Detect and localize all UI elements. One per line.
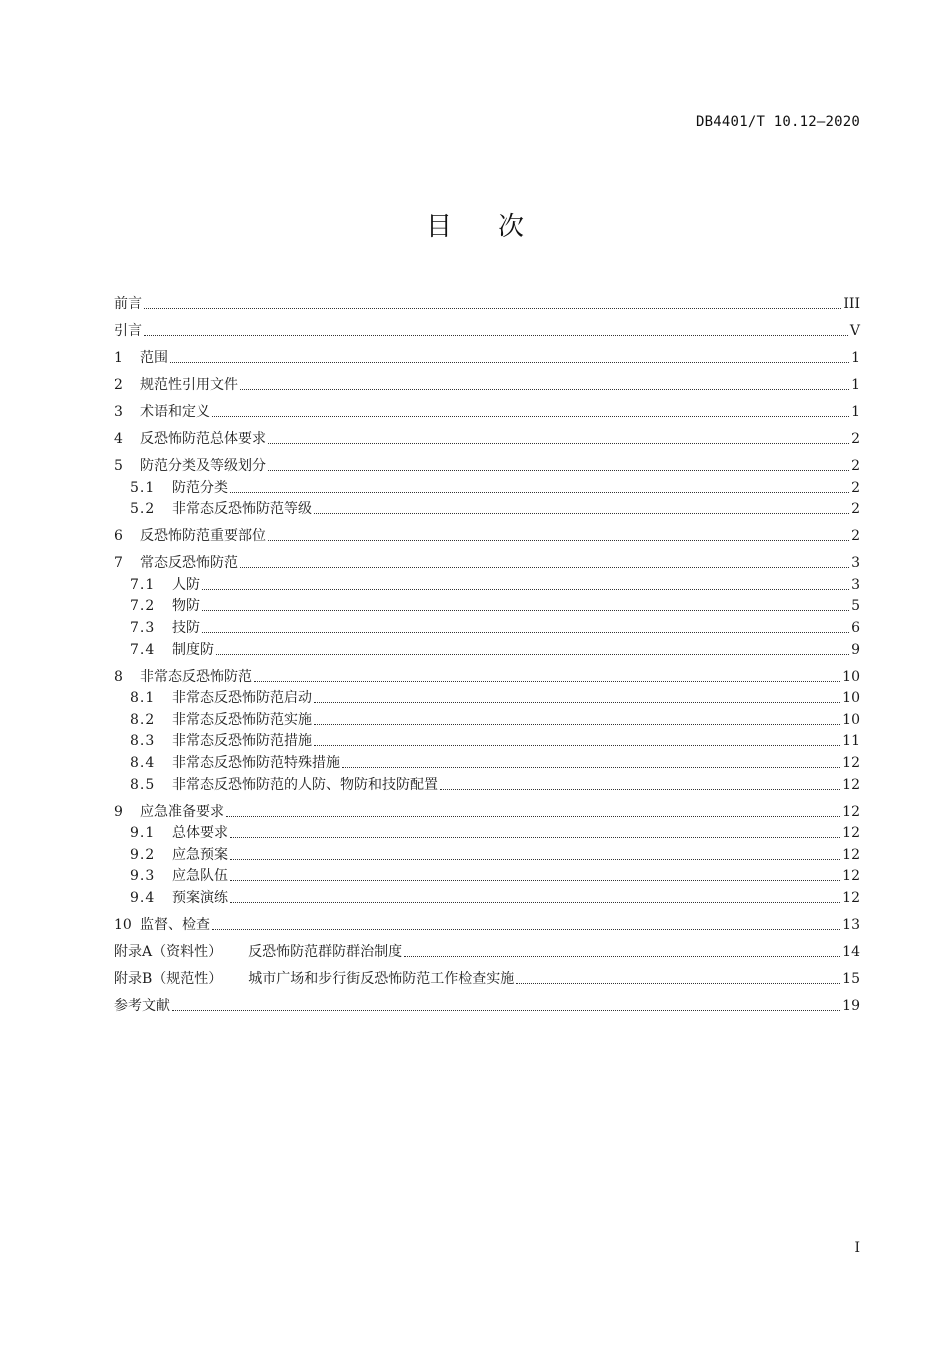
dot-leader <box>268 540 849 541</box>
toc-entry[interactable] <box>114 286 860 313</box>
toc-entry-page: 12 <box>842 825 860 842</box>
toc-entry-label <box>114 668 252 686</box>
toc-entry-number: 3 <box>114 404 123 420</box>
toc-entry-number: 9.3 <box>130 868 156 885</box>
toc-entry-page: 2 <box>851 431 860 447</box>
toc-entry[interactable] <box>114 961 860 988</box>
toc-entry-label <box>114 824 228 842</box>
toc-entry-number: 1 <box>114 350 123 366</box>
toc-entry-page: 10 <box>842 668 860 685</box>
toc-entry-number: 附录A（资料性） <box>114 943 223 960</box>
toc-entry-text: 非常态反恐怖防范等级 <box>172 501 312 518</box>
toc-entry-page: 12 <box>842 868 860 885</box>
table-of-contents <box>114 286 860 1015</box>
page-number: I <box>854 1240 860 1256</box>
toc-entry-page: 12 <box>842 776 860 793</box>
toc-entry-text: 人防 <box>172 576 200 593</box>
toc-entry-page: 1 <box>851 350 860 366</box>
toc-entry-page: 12 <box>842 803 860 820</box>
toc-entry[interactable] <box>114 518 860 545</box>
toc-entry-page: 3 <box>851 555 860 572</box>
toc-entry[interactable] <box>114 340 860 367</box>
toc-entry-number: 2 <box>114 377 123 393</box>
toc-entry[interactable] <box>114 394 860 421</box>
toc-entry-number: 10 <box>114 916 132 933</box>
dot-leader <box>240 567 849 568</box>
dot-leader <box>230 902 840 903</box>
toc-entry[interactable] <box>114 572 860 594</box>
dot-leader <box>172 1010 840 1011</box>
toc-entry[interactable] <box>114 313 860 340</box>
toc-entry-number: 8.5 <box>130 776 156 793</box>
toc-entry[interactable] <box>114 594 860 616</box>
dot-leader <box>202 610 849 611</box>
toc-entry-number: 7.2 <box>130 598 156 615</box>
toc-entry[interactable] <box>114 421 860 448</box>
toc-entry-text: 防范分类及等级划分 <box>140 458 266 474</box>
toc-entry-text: 防范分类 <box>172 479 228 496</box>
toc-entry-number: 5.1 <box>130 479 156 496</box>
toc-entry-page: 6 <box>851 619 860 636</box>
toc-entry[interactable] <box>114 367 860 394</box>
dot-leader <box>144 335 848 336</box>
toc-entry-label <box>114 479 228 497</box>
toc-entry-text: 反恐怖防范重要部位 <box>140 528 266 545</box>
dot-leader <box>314 745 840 746</box>
toc-entry-number: 8.3 <box>130 733 156 750</box>
dot-leader <box>440 789 840 790</box>
dot-leader <box>230 880 840 881</box>
dot-leader <box>230 837 840 838</box>
dot-leader <box>226 816 840 817</box>
toc-entry[interactable] <box>114 907 860 934</box>
toc-entry-text: 应急准备要求 <box>140 803 224 820</box>
toc-entry-text: 引言 <box>114 323 142 339</box>
toc-entry-number: 8 <box>114 668 123 685</box>
toc-entry-label <box>114 754 340 772</box>
toc-entry-label <box>114 803 224 821</box>
dot-leader <box>230 492 849 493</box>
toc-entry-text: 城市广场和步行街反恐怖防范工作检查实施 <box>248 970 515 987</box>
toc-entry-number: 7.3 <box>130 619 156 636</box>
dot-leader <box>268 470 849 471</box>
toc-entry-number: 附录B（规范性） <box>114 970 223 987</box>
dot-leader <box>314 513 849 514</box>
toc-entry-text: 术语和定义 <box>140 404 210 420</box>
toc-entry-label <box>114 576 200 594</box>
dot-leader <box>212 929 840 930</box>
dot-leader <box>212 416 849 417</box>
toc-entry[interactable] <box>114 772 860 794</box>
toc-entry-label <box>114 500 312 518</box>
toc-entry-label <box>114 943 402 961</box>
dot-leader <box>268 443 849 444</box>
toc-entry-page: 11 <box>842 733 860 750</box>
toc-entry-label <box>114 711 312 729</box>
toc-entry-label <box>114 641 214 659</box>
toc-entry-number: 4 <box>114 431 123 447</box>
toc-entry-label <box>114 916 210 934</box>
toc-entry-label <box>114 376 238 394</box>
toc-entry-text: 技防 <box>172 619 200 636</box>
toc-entry-label <box>114 295 142 313</box>
toc-entry-label <box>114 846 228 864</box>
dot-leader <box>314 724 840 725</box>
toc-entry[interactable] <box>114 988 860 1015</box>
toc-entry-page: 2 <box>851 458 860 474</box>
toc-entry-label <box>114 997 170 1015</box>
toc-entry-label <box>114 322 142 340</box>
dot-leader <box>516 983 840 984</box>
toc-entry-text: 物防 <box>172 598 200 615</box>
document-code: DB4401/T 10.12—2020 <box>696 114 860 130</box>
toc-entry[interactable] <box>114 475 860 497</box>
dot-leader <box>202 632 849 633</box>
toc-entry-label <box>114 430 266 448</box>
dot-leader <box>202 589 849 590</box>
toc-entry-text: 制度防 <box>172 641 214 658</box>
toc-entry[interactable] <box>114 707 860 729</box>
toc-entry-label <box>114 457 266 475</box>
dot-leader <box>230 859 840 860</box>
toc-entry-label <box>114 619 200 637</box>
toc-entry-text: 应急队伍 <box>172 868 228 885</box>
toc-entry-text: 非常态反恐怖防范措施 <box>172 733 312 750</box>
toc-entry[interactable] <box>114 864 860 886</box>
toc-entry-number: 7 <box>114 555 123 572</box>
toc-entry-number: 7.4 <box>130 641 156 658</box>
toc-entry-text: 规范性引用文件 <box>140 377 238 393</box>
toc-entry-text: 反恐怖防范群防群治制度 <box>248 943 403 960</box>
toc-entry[interactable] <box>114 729 860 751</box>
toc-entry-text: 参考文献 <box>114 997 170 1014</box>
toc-entry-page: 14 <box>842 943 860 960</box>
dot-leader <box>254 681 840 682</box>
toc-entry-page: 3 <box>851 576 860 593</box>
toc-entry-page: 2 <box>851 528 860 545</box>
toc-entry-number: 9.1 <box>130 825 156 842</box>
toc-entry[interactable] <box>114 637 860 659</box>
toc-entry-number: 5 <box>114 458 123 474</box>
toc-entry-page: 12 <box>842 846 860 863</box>
toc-entry-text: 反恐怖防范总体要求 <box>140 431 266 447</box>
toc-entry[interactable] <box>114 497 860 519</box>
toc-entry-label <box>114 867 228 885</box>
toc-entry-page: 1 <box>851 404 860 420</box>
dot-leader <box>170 362 849 363</box>
toc-entry-number: 9.4 <box>130 889 156 906</box>
toc-entry-text: 非常态反恐怖防范的人防、物防和技防配置 <box>172 776 438 793</box>
toc-entry-page: 5 <box>851 598 860 615</box>
toc-entry-page: 10 <box>842 711 860 728</box>
dot-leader <box>342 767 840 768</box>
dot-leader <box>144 308 841 309</box>
toc-entry-number: 9 <box>114 803 123 820</box>
toc-entry[interactable] <box>114 885 860 907</box>
dot-leader <box>404 956 840 957</box>
toc-entry[interactable] <box>114 821 860 843</box>
toc-entry-page: 12 <box>842 889 860 906</box>
toc-entry-label <box>114 527 266 545</box>
toc-entry-text: 总体要求 <box>172 825 228 842</box>
toc-entry-label <box>114 403 210 421</box>
toc-entry-text: 非常态反恐怖防范特殊措施 <box>172 754 340 771</box>
toc-entry-page: 13 <box>842 916 860 933</box>
toc-entry-label <box>114 970 514 988</box>
toc-entry-number: 6 <box>114 528 123 545</box>
toc-entry-text: 非常态反恐怖防范启动 <box>172 690 312 707</box>
toc-entry-page: 10 <box>842 690 860 707</box>
toc-entry[interactable] <box>114 448 860 475</box>
toc-entry-number: 5.2 <box>130 501 156 518</box>
toc-entry-number: 8.1 <box>130 690 156 707</box>
toc-entry-page: 1 <box>851 377 860 393</box>
toc-entry-text: 监督、检查 <box>140 916 210 933</box>
toc-entry-text: 范围 <box>140 350 168 366</box>
toc-entry[interactable] <box>114 750 860 772</box>
toc-entry-page: 2 <box>851 479 860 496</box>
toc-entry-page: 2 <box>851 501 860 518</box>
toc-entry[interactable] <box>114 659 860 686</box>
toc-entry-label <box>114 554 238 572</box>
toc-entry-label <box>114 597 200 615</box>
toc-entry-text: 预案演练 <box>172 889 228 906</box>
toc-entry-number: 8.4 <box>130 754 156 771</box>
toc-entry-page: 9 <box>851 641 860 658</box>
toc-entry-label <box>114 689 312 707</box>
page-title: 目次 <box>425 212 570 242</box>
toc-entry-number: 9.2 <box>130 846 156 863</box>
dot-leader <box>314 702 840 703</box>
toc-entry-label <box>114 776 438 794</box>
toc-entry-page: 19 <box>842 997 860 1014</box>
toc-entry-number: 8.2 <box>130 711 156 728</box>
toc-entry[interactable] <box>114 794 860 821</box>
toc-entry[interactable] <box>114 545 860 572</box>
toc-entry[interactable] <box>114 934 860 961</box>
toc-entry-text: 常态反恐怖防范 <box>140 555 238 572</box>
toc-entry-page: 15 <box>842 970 860 987</box>
toc-entry[interactable] <box>114 686 860 708</box>
toc-entry-number: 7.1 <box>130 576 156 593</box>
toc-entry-label <box>114 732 312 750</box>
toc-entry-text: 前言 <box>114 296 142 312</box>
toc-entry[interactable] <box>114 615 860 637</box>
toc-entry-page: V <box>849 323 860 339</box>
toc-entry-page: 12 <box>842 754 860 771</box>
toc-entry-label <box>114 349 168 367</box>
toc-entry-text: 非常态反恐怖防范 <box>140 668 252 685</box>
toc-entry-text: 非常态反恐怖防范实施 <box>172 711 312 728</box>
toc-entry[interactable] <box>114 842 860 864</box>
toc-entry-label <box>114 889 228 907</box>
dot-leader <box>216 654 849 655</box>
toc-entry-page: III <box>843 296 860 312</box>
dot-leader <box>240 389 849 390</box>
toc-entry-text: 应急预案 <box>172 846 228 863</box>
